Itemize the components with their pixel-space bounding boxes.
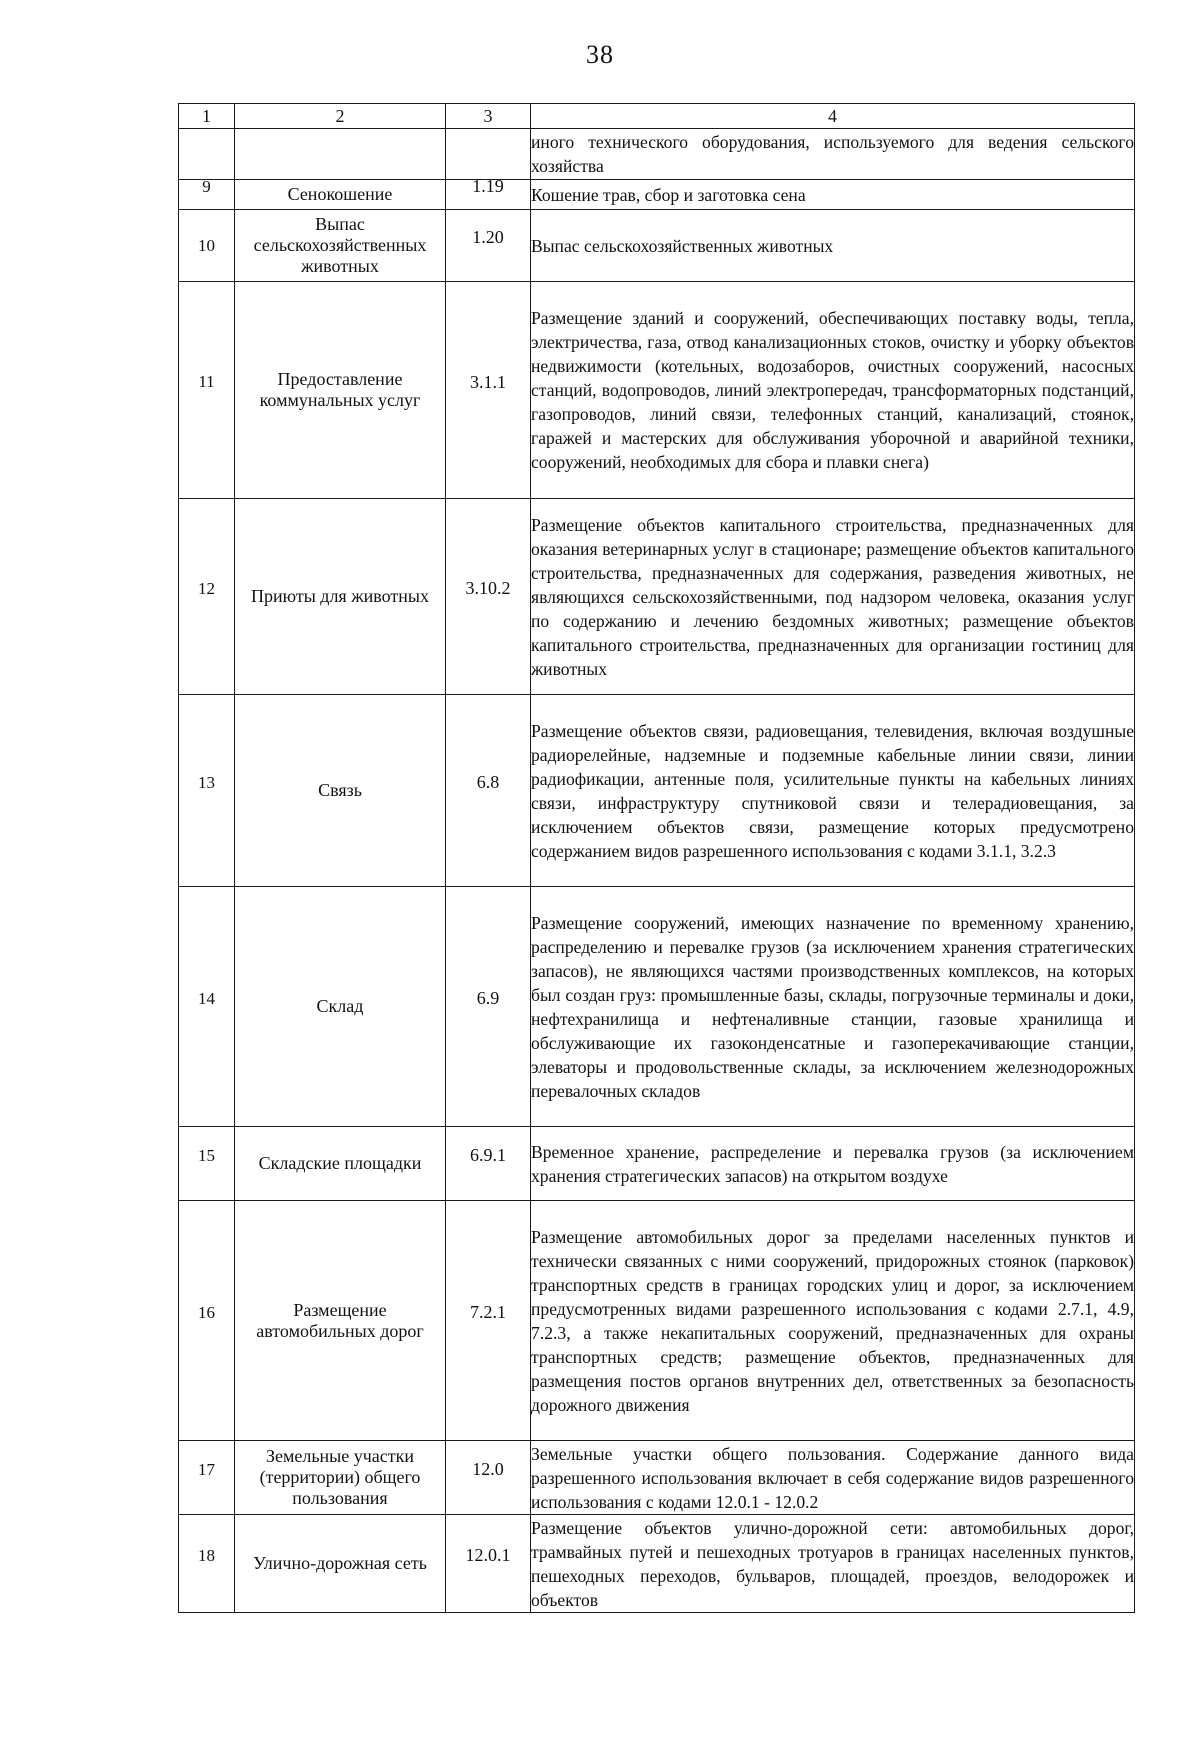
row-name: Земельные участки (территории) общего пользования bbox=[235, 1441, 446, 1515]
row-number: 10 bbox=[179, 210, 235, 282]
row-description: Размещение объектов улично-дорожной сети: автомобильных дорог, трамвайных путей и пешеходных тротуаров в границах населенных пунктов, пешеходных переходов, бульваров, площадей, проездов, велодорожек и объектов bbox=[531, 1515, 1135, 1613]
header-col-4: 4 bbox=[531, 104, 1135, 129]
row-name: Сенокошение bbox=[235, 180, 446, 210]
row-number: 14 bbox=[179, 887, 235, 1127]
row-description: Кошение трав, сбор и заготовка сена bbox=[531, 180, 1135, 210]
table-row bbox=[179, 695, 1135, 887]
header-col-3: 3 bbox=[446, 104, 531, 129]
table-row bbox=[179, 1515, 1135, 1613]
row-name bbox=[235, 129, 446, 180]
row-description: Земельные участки общего пользования. Содержание данного вида разрешенного использования включает в себя содержание видов разрешенного использования с кодами 12.0.1 - 12.0.2 bbox=[531, 1441, 1135, 1515]
row-number: 15 bbox=[179, 1127, 235, 1201]
header-col-2: 2 bbox=[235, 104, 446, 129]
row-name: Улично-дорожная сеть bbox=[235, 1515, 446, 1613]
row-name: Приюты для животных bbox=[235, 499, 446, 695]
row-code: 3.1.1 bbox=[446, 282, 531, 499]
row-description: Выпас сельскохозяйственных животных bbox=[531, 210, 1135, 282]
page-number: 38 bbox=[586, 40, 614, 69]
row-number: 17 bbox=[179, 1441, 235, 1515]
row-name: Размещение автомобильных дорог bbox=[235, 1201, 446, 1441]
row-name: Предоставление коммунальных услуг bbox=[235, 282, 446, 499]
table-row bbox=[179, 887, 1135, 1127]
row-number: 12 bbox=[179, 499, 235, 695]
row-number: 18 bbox=[179, 1515, 235, 1613]
table-row bbox=[179, 1201, 1135, 1441]
table-row bbox=[179, 282, 1135, 499]
table-row bbox=[179, 499, 1135, 695]
row-description: Размещение зданий и сооружений, обеспечивающих поставку воды, тепла, электричества, газа, отвод канализационных стоков, очистку и уборку объектов недвижимости (котельных, водозаборов, очистных сооружений, насосных станций, водопроводов, линий электропередач, трансформаторных подстанций, газопроводов, линий связи, телефонных станций, канализаций, стоянок, гаражей и мастерских для обслуживания уборочной и аварийной техники, сооружений, необходимых для сбора и плавки снега) bbox=[531, 282, 1135, 499]
row-description: Временное хранение, распределение и перевалка грузов (за исключением хранения стратегических запасов) на открытом воздухе bbox=[531, 1127, 1135, 1201]
header-col-1: 1 bbox=[179, 104, 235, 129]
table-row bbox=[179, 210, 1135, 282]
row-number: 11 bbox=[179, 282, 235, 499]
row-code: 12.0 bbox=[446, 1441, 531, 1515]
table-row bbox=[179, 1441, 1135, 1515]
row-code: 7.2.1 bbox=[446, 1201, 531, 1441]
row-description: Размещение объектов капитального строительства, предназначенных для оказания ветеринарных услуг в стационаре; размещение объектов капитального строительства, предназначенных для содержания, разведения животных, не являющихся сельскохозяйственными, под надзором человека, оказания услуг по содержанию и лечению бездомных животных; размещение объектов капитального строительства, предназначенных для организации гостиниц для животных bbox=[531, 499, 1135, 695]
row-description: Размещение автомобильных дорог за пределами населенных пунктов и технически связанных с ними сооружений, придорожных стоянок (парковок) транспортных средств в границах городских улиц и дорог, за исключением предусмотренных видами разрешенного использования с кодами 2.7.1, 4.9, 7.2.3, а также некапитальных сооружений, предназначенных для охраны транспортных средств; размещение объектов, предназначенных для размещения постов органов внутренних дел, ответственных за безопасность дорожного движения bbox=[531, 1201, 1135, 1441]
row-description: иного технического оборудования, используемого для ведения сельского хозяйства bbox=[531, 129, 1135, 180]
row-number bbox=[179, 129, 235, 180]
row-code bbox=[446, 129, 531, 180]
row-code: 3.10.2 bbox=[446, 499, 531, 695]
row-code: 6.8 bbox=[446, 695, 531, 887]
row-name: Выпас сельскохозяйственных животных bbox=[235, 210, 446, 282]
row-description: Размещение сооружений, имеющих назначение по временному хранению, распределению и перевалке грузов (за исключением хранения стратегических запасов), не являющихся частями производственных комплексов, на которых был создан груз: промышленные базы, склады, погрузочные терминалы и доки, нефтехранилища и нефтеналивные станции, газовые хранилища и обслуживающие их газоконденсатные и газоперекачивающие станции, элеваторы и продовольственные склады, за исключением железнодорожных перевалочных складов bbox=[531, 887, 1135, 1127]
row-number: 16 bbox=[179, 1201, 235, 1441]
row-code: 6.9.1 bbox=[446, 1127, 531, 1201]
row-number: 9 bbox=[179, 180, 235, 210]
land-use-table bbox=[178, 103, 1135, 1613]
table-row bbox=[179, 180, 1135, 210]
row-name: Складские площадки bbox=[235, 1127, 446, 1201]
header-row bbox=[179, 104, 1135, 129]
table-row bbox=[179, 1127, 1135, 1201]
table-row bbox=[179, 129, 1135, 180]
row-name: Склад bbox=[235, 887, 446, 1127]
row-description: Размещение объектов связи, радиовещания, телевидения, включая воздушные радиорелейные, надземные и подземные кабельные линии связи, линии радиофикации, антенные поля, усилительные пункты на кабельных линиях связи, инфраструктуру спутниковой связи и телерадиовещания, за исключением объектов связи, размещение которых предусмотрено содержанием видов разрешенного использования с кодами 3.1.1, 3.2.3 bbox=[531, 695, 1135, 887]
row-number: 13 bbox=[179, 695, 235, 887]
row-code: 1.19 bbox=[446, 180, 531, 210]
row-code: 6.9 bbox=[446, 887, 531, 1127]
row-code: 12.0.1 bbox=[446, 1515, 531, 1613]
row-name: Связь bbox=[235, 695, 446, 887]
row-code: 1.20 bbox=[446, 210, 531, 282]
